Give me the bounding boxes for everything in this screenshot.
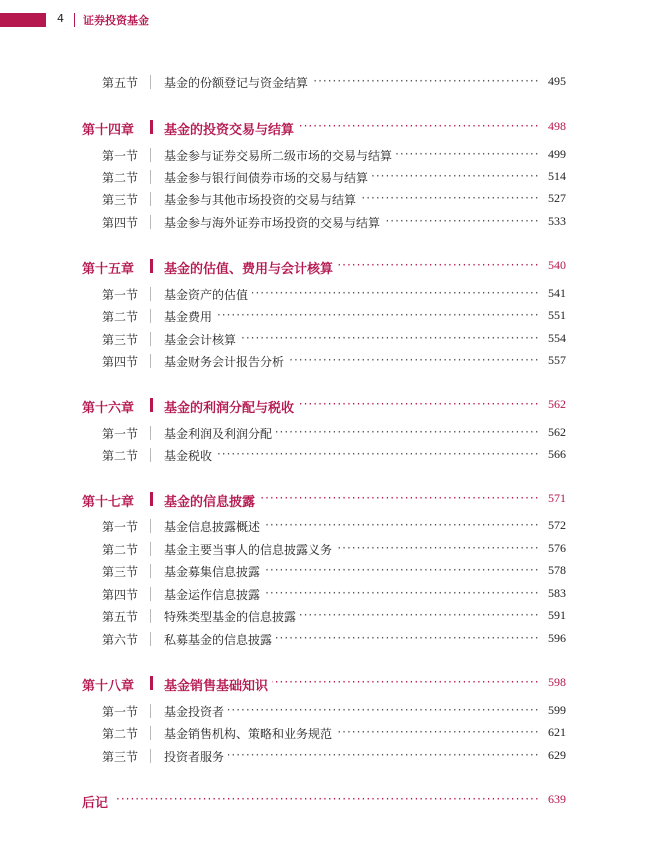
toc-entry-title: 基金参与其他市场投资的交易与结算 <box>164 191 360 208</box>
toc-section-row[interactable] <box>0 724 648 742</box>
toc-entry-label: 第三节 <box>102 193 139 207</box>
toc-entry-label: 第二节 <box>102 727 139 741</box>
toc-section-row[interactable] <box>0 585 648 603</box>
header-accent-bar <box>0 13 46 27</box>
toc-entry-separator <box>150 426 151 440</box>
toc-entry-separator <box>150 354 151 368</box>
toc-entry-separator <box>150 448 151 462</box>
toc-entry-page-number: 578 <box>548 563 566 577</box>
toc-entry-page-number: 572 <box>548 518 566 532</box>
toc-entry-separator <box>150 726 151 740</box>
toc-entry-title: 基金的信息披露 <box>164 491 259 510</box>
toc-entry-page-number: 541 <box>548 286 566 300</box>
toc-entry-page-number: 583 <box>548 586 566 600</box>
toc-entry-page-number: 533 <box>548 214 566 228</box>
toc-entry-title: 基金参与海外证券市场投资的交易与结算 <box>164 214 384 231</box>
toc-entry-title: 基金会计核算 <box>164 331 240 348</box>
toc-section-row[interactable] <box>0 517 648 535</box>
toc-entry-label: 第四节 <box>102 216 139 230</box>
toc-entry-page-number: 495 <box>548 74 566 88</box>
header-divider <box>74 13 75 27</box>
toc-entry-title: 基金资产的估值 <box>164 286 252 303</box>
toc-entry-separator <box>150 192 151 206</box>
toc-entry-page-number: 571 <box>548 491 566 505</box>
toc-entry-title: 特殊类型基金的信息披露 <box>164 608 300 625</box>
toc-chapter-row[interactable] <box>0 396 648 414</box>
toc-section-row[interactable] <box>0 73 648 91</box>
toc-entry-label: 第一节 <box>102 427 139 441</box>
toc-section-row[interactable] <box>0 352 648 370</box>
toc-entry-separator <box>150 148 151 162</box>
toc-entry-label: 第十八章 <box>82 679 135 694</box>
toc-entry-label: 第二节 <box>102 449 139 463</box>
toc-entry-separator <box>150 519 151 533</box>
toc-section-row[interactable] <box>0 630 648 648</box>
toc-entry-label: 第三节 <box>102 750 139 764</box>
toc-entry-title: 基金募集信息披露 <box>164 563 264 580</box>
toc-entry-title: 基金运作信息披露 <box>164 586 264 603</box>
toc-entry-title: 基金的估值、费用与会计核算 <box>164 258 337 277</box>
toc-entry-title: 基金销售机构、策略和业务规范 <box>164 725 336 742</box>
toc-entry-label: 第二节 <box>102 310 139 324</box>
toc-entry-title: 基金财务会计报告分析 <box>164 353 288 370</box>
toc-afterword-row[interactable] <box>0 791 648 809</box>
toc-entry-label: 第五节 <box>102 76 139 90</box>
toc-entry-label: 第六节 <box>102 633 139 647</box>
toc-entry-title: 基金费用 <box>164 308 216 325</box>
toc-entry-page-number: 629 <box>548 748 566 762</box>
toc-entry-separator <box>150 215 151 229</box>
toc-entry-page-number: 598 <box>548 675 566 689</box>
toc-dot-leader <box>164 447 538 461</box>
toc-entry-title: 私募基金的信息披露 <box>164 631 276 648</box>
toc-entry-separator <box>150 398 153 412</box>
toc-entry-title: 基金的利润分配与税收 <box>164 397 298 416</box>
toc-entry-page-number: 554 <box>548 331 566 345</box>
toc-section-row[interactable] <box>0 307 648 325</box>
toc-entry-separator <box>150 704 151 718</box>
toc-entry-title: 基金信息披露概述 <box>164 518 264 535</box>
toc-section-row[interactable] <box>0 285 648 303</box>
toc-entry-page-number: 639 <box>548 792 566 806</box>
toc-entry-title: 基金参与证券交易所二级市场的交易与结算 <box>164 147 396 164</box>
toc-section-row[interactable] <box>0 424 648 442</box>
toc-section-row[interactable] <box>0 168 648 186</box>
toc-entry-title: 基金参与银行间债券市场的交易与结算 <box>164 169 372 186</box>
toc-entry-page-number: 562 <box>548 397 566 411</box>
toc-entry-separator <box>150 632 151 646</box>
toc-entry-separator <box>150 120 153 134</box>
toc-section-row[interactable] <box>0 607 648 625</box>
toc-entry-label: 第一节 <box>102 705 139 719</box>
toc-entry-title: 基金投资者 <box>164 703 228 720</box>
toc-entry-separator <box>150 309 151 323</box>
toc-entry-page-number: 596 <box>548 631 566 645</box>
toc-section-row[interactable] <box>0 540 648 558</box>
toc-entry-separator <box>150 75 151 89</box>
toc-section-row[interactable] <box>0 213 648 231</box>
toc-entry-page-number: 498 <box>548 119 566 133</box>
toc-dot-leader <box>164 308 538 322</box>
toc-entry-separator <box>150 259 153 273</box>
toc-entry-page-number: 499 <box>548 147 566 161</box>
toc-entry-label: 第五节 <box>102 610 139 624</box>
toc-entry-title: 基金的投资交易与结算 <box>164 119 298 138</box>
toc-entry-separator <box>150 170 151 184</box>
toc-entry-label: 第四节 <box>102 355 139 369</box>
toc-section-row[interactable] <box>0 562 648 580</box>
toc-entry-title: 基金税收 <box>164 447 216 464</box>
toc-entry-label: 第四节 <box>102 588 139 602</box>
toc-entry-label: 后记 <box>82 796 109 811</box>
toc-entry-page-number: 566 <box>548 447 566 461</box>
toc-entry-label: 第三节 <box>102 333 139 347</box>
toc-entry-label: 第三节 <box>102 565 139 579</box>
toc-entry-separator <box>150 332 151 346</box>
toc-entry-separator <box>150 564 151 578</box>
toc-entry-separator <box>150 587 151 601</box>
toc-entry-label: 第十六章 <box>82 401 135 416</box>
toc-entry-label: 第十七章 <box>82 495 135 510</box>
toc-entry-label: 第十四章 <box>82 123 135 138</box>
toc-entry-page-number: 551 <box>548 308 566 322</box>
toc-entry-label: 第一节 <box>102 149 139 163</box>
toc-entry-page-number: 557 <box>548 353 566 367</box>
toc-entry-page-number: 562 <box>548 425 566 439</box>
toc-entry-label: 第二节 <box>102 171 139 185</box>
toc-entry-label: 第一节 <box>102 288 139 302</box>
toc-section-row[interactable] <box>0 747 648 765</box>
toc-entry-title: 投资者服务 <box>164 748 228 765</box>
toc-section-row[interactable] <box>0 190 648 208</box>
toc-dot-leader <box>116 792 538 806</box>
book-title: 证券投资基金 <box>83 14 149 27</box>
toc-entry-page-number: 576 <box>548 541 566 555</box>
toc-entry-separator <box>150 287 151 301</box>
toc-chapter-row[interactable] <box>0 490 648 508</box>
toc-entry-page-number: 599 <box>548 703 566 717</box>
toc-section-row[interactable] <box>0 446 648 464</box>
toc-entry-label: 第一节 <box>102 520 139 534</box>
toc-entry-page-number: 591 <box>548 608 566 622</box>
toc-entry-page-number: 527 <box>548 191 566 205</box>
page-number: 4 <box>57 12 64 25</box>
toc-entry-title: 基金主要当事人的信息披露义务 <box>164 541 336 558</box>
toc-entry-title: 基金销售基础知识 <box>164 675 272 694</box>
toc-entry-separator <box>150 609 151 623</box>
toc-entry-page-number: 540 <box>548 258 566 272</box>
toc-entry-title: 基金的份额登记与资金结算 <box>164 74 312 91</box>
toc-chapter-row[interactable] <box>0 674 648 692</box>
toc-entry-label: 第二节 <box>102 543 139 557</box>
toc-entry-separator <box>150 542 151 556</box>
toc-entry-separator <box>150 676 153 690</box>
toc-entry-separator <box>150 749 151 763</box>
toc-section-row[interactable] <box>0 330 648 348</box>
toc-entry-separator <box>150 492 153 506</box>
toc-section-row[interactable] <box>0 702 648 720</box>
toc-entry-title: 基金利润及利润分配 <box>164 425 276 442</box>
toc-section-row[interactable] <box>0 146 648 164</box>
toc-chapter-row[interactable] <box>0 118 648 136</box>
toc-entry-label: 第十五章 <box>82 262 135 277</box>
toc-entry-page-number: 514 <box>548 169 566 183</box>
toc-chapter-row[interactable] <box>0 257 648 275</box>
toc-entry-page-number: 621 <box>548 725 566 739</box>
